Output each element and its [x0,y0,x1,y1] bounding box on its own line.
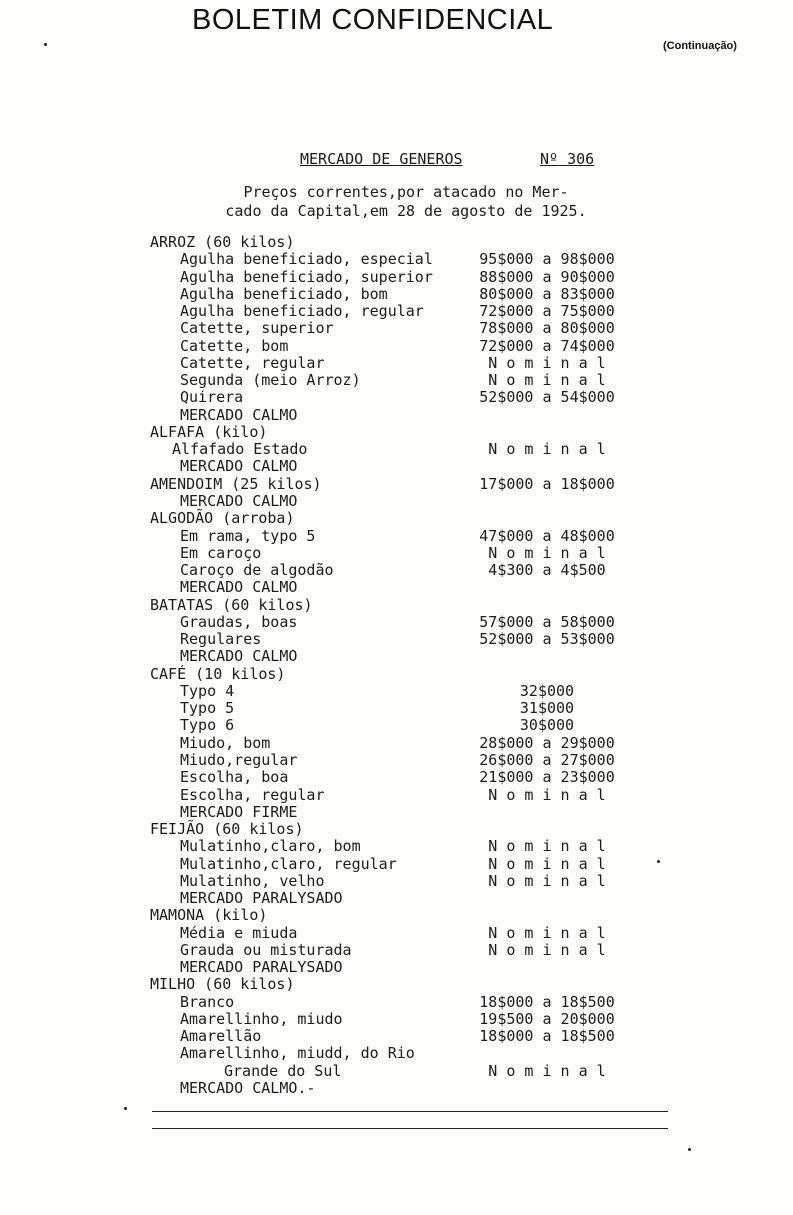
row-price: N o m i n a l [488,940,606,959]
row-label: Agulha beneficiado, superior [180,267,433,286]
item-row [150,700,640,717]
item-row [150,1011,640,1028]
market-status-row [150,804,640,821]
row-label: MERCADO CALMO [180,405,298,424]
row-label: Quirera [180,388,244,407]
item-row [150,752,640,769]
row-price: 88$000 a 90$000 [479,267,615,286]
row-price: N o m i n a l [488,923,606,942]
item-row [150,441,640,458]
row-price: 30$000 [519,716,575,735]
issue-number: Nº 306 [540,150,595,168]
row-label: BATATAS (60 kilos) [150,595,313,614]
item-row [150,925,640,942]
row-label: Regulares [180,630,262,649]
row-label: Agulha beneficiado, regular [180,302,424,321]
row-label: Amarellinho, miudo [180,1009,343,1028]
item-row [150,1063,640,1080]
row-price: N o m i n a l [488,353,606,372]
market-status-row [150,407,640,424]
item-row [150,372,640,389]
item-row [150,389,640,406]
scan-speck [688,1148,691,1151]
item-row [150,683,640,700]
category-row [150,821,640,838]
row-label: Grande do Sul [224,1061,342,1080]
continuation-note: (Continuação) [663,40,737,52]
row-label: Em rama, typo 5 [180,526,316,545]
row-price: 32$000 [519,681,575,700]
item-row [150,631,640,648]
row-label: ALGODÃO (arroba) [150,509,295,528]
item-row [150,320,640,337]
market-status-row [150,1080,640,1097]
row-label: Escolha, regular [180,785,325,804]
row-price: 31$000 [519,699,575,718]
row-price: 17$000 a 18$000 [479,474,615,493]
row-price: 72$000 a 74$000 [479,336,615,355]
scan-speck [657,860,660,863]
market-title: MERCADO DE GENEROS [300,150,463,168]
row-label: Catette, bom [180,336,289,355]
category-row [150,424,640,441]
category-row [150,234,640,251]
item-row [150,528,640,545]
row-label: Em caroço [180,543,262,562]
row-price: 18$000 a 18$500 [479,992,615,1011]
row-price: N o m i n a l [488,440,606,459]
divider-line [152,1111,668,1112]
row-price: N o m i n a l [488,371,606,390]
item-row [150,355,640,372]
item-row [150,787,640,804]
item-row [150,614,640,631]
category-row [150,666,640,683]
row-price: 4$300 a 4$500 [488,561,606,580]
market-status-row [150,493,640,510]
item-row [150,856,640,873]
row-label: Miudo,regular [180,750,298,769]
row-price: 19$500 a 20$000 [479,1009,615,1028]
row-price: N o m i n a l [488,837,606,856]
row-label: MERCADO PARALYSADO [180,889,343,908]
row-label: Catette, superior [180,319,334,338]
row-label: AMENDOIM (25 kilos) [150,474,322,493]
row-label: MERCADO CALMO [180,491,298,510]
row-label: Graudas, boas [180,612,298,631]
row-price: 21$000 a 23$000 [479,768,615,787]
item-row [150,994,640,1011]
item-row [150,769,640,786]
row-label: MERCADO CALMO [180,578,298,597]
masthead-title: BOLETIM CONFIDENCIAL [192,4,554,36]
item-row [150,717,640,734]
row-price: 72$000 a 75$000 [479,302,615,321]
row-label: Alfafado Estado [172,440,308,459]
market-status-row [150,458,640,475]
row-label: Amarellinho, miudd, do Rio [180,1044,415,1063]
item-row [150,562,640,579]
row-price: 78$000 a 80$000 [479,319,615,338]
row-price: 28$000 a 29$000 [479,733,615,752]
row-label: Mulatinho, velho [180,871,325,890]
row-label: Agulha beneficiado, bom [180,284,388,303]
row-label: MERCADO CALMO [180,647,298,666]
row-label: Caroço de algodão [180,561,334,580]
row-price: 57$000 a 58$000 [479,612,615,631]
category-row [150,976,640,993]
row-label: Miudo, bom [180,733,271,752]
row-label: CAFÉ (10 kilos) [150,664,286,683]
row-label: Typo 4 [180,681,235,700]
row-label: MERCADO PARALYSADO [180,958,343,977]
row-label: Agulha beneficiado, especial [180,250,433,269]
row-label: ALFAFA (kilo) [150,422,268,441]
row-price: N o m i n a l [488,785,606,804]
row-price: N o m i n a l [488,543,606,562]
row-label: MERCADO CALMO [180,457,298,476]
row-price: 52$000 a 53$000 [479,630,615,649]
divider-line [152,1128,668,1129]
category-row [150,907,640,924]
category-row [150,476,640,493]
market-status-row [150,579,640,596]
item-row [150,338,640,355]
row-label: Escolha, boa [180,768,289,787]
item-row [150,251,640,268]
item-row [150,545,640,562]
row-price: N o m i n a l [488,854,606,873]
row-label: Mulatinho,claro, regular [180,854,397,873]
item-row [150,269,640,286]
row-price: N o m i n a l [488,871,606,890]
category-row [150,597,640,614]
row-label: Segunda (meio Arroz) [180,371,361,390]
row-price: 95$000 a 98$000 [479,250,615,269]
item-row [150,286,640,303]
row-label: Catette, regular [180,353,325,372]
row-label: FEIJÃO (60 kilos) [150,820,304,839]
row-label: ARROZ (60 kilos) [150,233,295,251]
row-price: 26$000 a 27$000 [479,750,615,769]
item-row [150,1045,640,1062]
scan-speck [44,43,47,46]
intro-paragraph [196,183,616,221]
row-price: 18$000 a 18$500 [479,1027,615,1046]
item-row [150,942,640,959]
row-label: Média e miuda [180,923,298,942]
category-row [150,510,640,527]
price-list [150,234,640,1097]
item-row [150,735,640,752]
row-label: Grauda ou misturada [180,940,352,959]
market-status-row [150,890,640,907]
intro-line: cado da Capital,em 28 de agosto de 1925. [225,202,587,220]
row-label: Typo 6 [180,716,235,735]
item-row [150,873,640,890]
row-label: Mulatinho,claro, bom [180,837,361,856]
row-label: Amarellão [180,1027,262,1046]
scan-speck [124,1107,127,1110]
row-label: MERCADO CALMO.- [180,1079,316,1098]
row-label: MILHO (60 kilos) [150,975,295,994]
row-price: 52$000 a 54$000 [479,388,615,407]
row-price: N o m i n a l [488,1061,606,1080]
item-row [150,303,640,320]
row-label: MERCADO FIRME [180,802,298,821]
item-row [150,1028,640,1045]
row-label: Typo 5 [180,699,235,718]
item-row [150,838,640,855]
row-price: 80$000 a 83$000 [479,284,615,303]
market-status-row [150,648,640,665]
row-label: Branco [180,992,235,1011]
market-status-row [150,959,640,976]
row-price: 47$000 a 48$000 [479,526,615,545]
row-label: MAMONA (kilo) [150,906,268,925]
intro-line: Preços correntes,por atacado no Mer- [243,183,569,201]
